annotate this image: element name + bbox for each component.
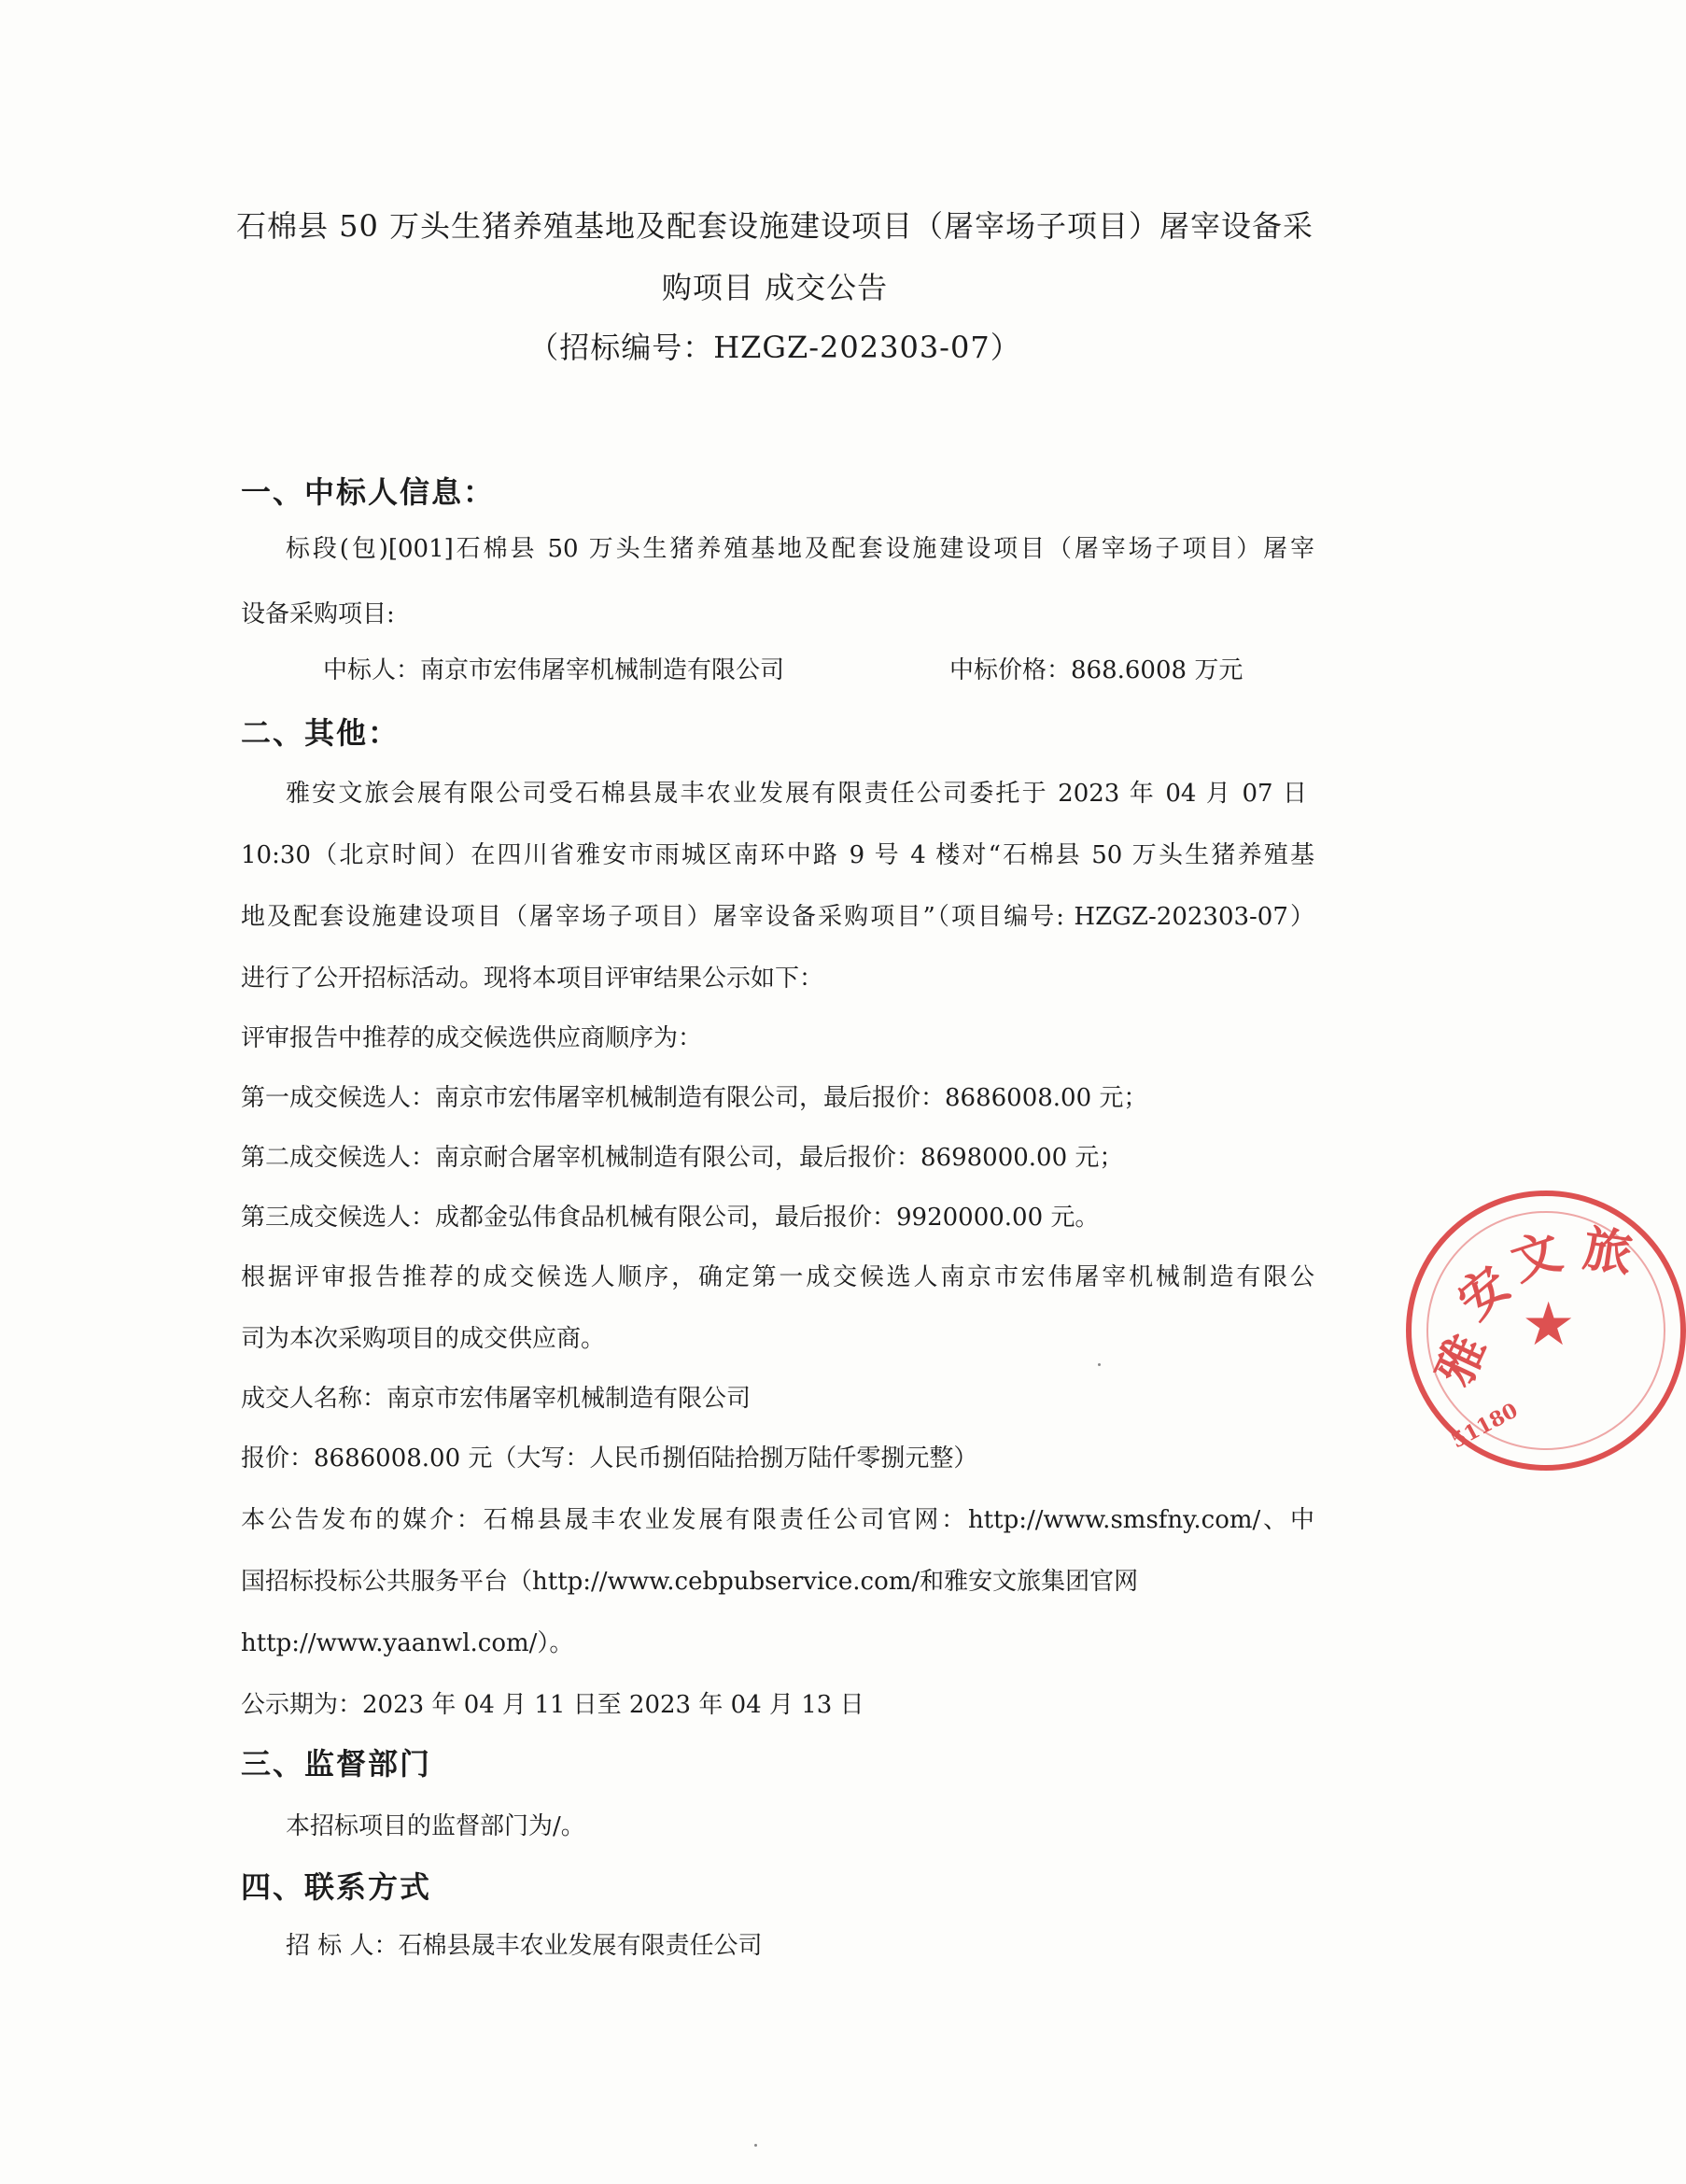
seal-character: 雅: [1425, 1326, 1498, 1395]
seal-character: 文: [1504, 1222, 1569, 1292]
lot-description-line-2: 设备采购项目:: [241, 600, 395, 628]
section-heading-supervision: 三、监督部门: [241, 1746, 432, 1782]
media-line-1: 本公告发布的媒介：石棉县晟丰农业发展有限责任公司官网：http://www.smsfny.com/、中: [241, 1506, 1314, 1534]
section-heading-contact: 四、联系方式: [241, 1869, 432, 1905]
scan-speck: [754, 2144, 757, 2147]
decision-line-2: 司为本次采购项目的成交供应商。: [241, 1325, 606, 1353]
scan-speck: [1098, 1363, 1101, 1366]
paragraph-line-3: 地及配套设施建设项目（屠宰场子项目）屠宰设备采购项目”（项目编号: HZGZ-202303-07）: [241, 903, 1314, 931]
media-line-2: 国招标投标公共服务平台（http://www.cebpubservice.com/和雅安文旅集团官网: [241, 1568, 1139, 1596]
lot-description-line-1: 标段(包)[001]石棉县 50 万头生猪养殖基地及配套设施建设项目（屠宰场子项目）屠宰: [286, 535, 1314, 563]
section-heading-other: 二、其他：: [241, 715, 400, 751]
candidate-order-intro: 评审报告中推荐的成交候选供应商顺序为：: [241, 1024, 703, 1052]
candidate-second: 第二成交候选人：南京耐合屠宰机械制造有限公司，最后报价：8698000.00 元；: [241, 1144, 1124, 1172]
paragraph-line-4: 进行了公开招标活动。现将本项目评审结果公示如下：: [241, 965, 824, 993]
official-seal-stamp: [1406, 1191, 1686, 1471]
seal-star-icon: ★: [1522, 1290, 1576, 1360]
awarded-company: 成交人名称：南京市宏伟屠宰机械制造有限公司: [241, 1385, 752, 1413]
section-heading-winner-info: 一、中标人信息：: [241, 474, 496, 510]
supervision-text: 本招标项目的监督部门为/。: [286, 1812, 585, 1840]
seal-character: 旅: [1580, 1219, 1637, 1284]
tenderer: 招 标 人：石棉县晟丰农业发展有限责任公司: [286, 1932, 763, 1960]
document-title-line-2: 购项目 成交公告: [661, 270, 889, 305]
awarded-quote: 报价：8686008.00 元（大写：人民币捌佰陆拾捌万陆仟零捌元整）: [241, 1444, 978, 1472]
candidate-first: 第一成交候选人：南京市宏伟屠宰机械制造有限公司，最后报价：8686008.00 元；: [241, 1084, 1148, 1112]
paragraph-line-2: 10:30（北京时间）在四川省雅安市雨城区南环中路 9 号 4 楼对“石棉县 50 万头生猪养殖基: [241, 841, 1314, 869]
paragraph-line-1: 雅安文旅会展有限公司受石棉县晟丰农业发展有限责任公司委托于 2023 年 04 月 07 日: [286, 780, 1307, 808]
publicity-period: 公示期为：2023 年 04 月 11 日至 2023 年 04 月 13 日: [241, 1691, 864, 1719]
candidate-third: 第三成交候选人：成都金弘伟食品机械有限公司，最后报价：9920000.00 元。: [241, 1204, 1100, 1232]
decision-line-1: 根据评审报告推荐的成交候选人顺序，确定第一成交候选人南京市宏伟屠宰机械制造有限公: [241, 1263, 1314, 1291]
document-title-line-1: 石棉县 50 万头生猪养殖基地及配套设施建设项目（屠宰场子项目）屠宰设备采: [235, 208, 1314, 244]
seal-character: 安: [1447, 1255, 1522, 1331]
media-line-3: http://www.yaanwl.com/）。: [241, 1629, 574, 1657]
winning-bidder: 中标人：南京市宏伟屠宰机械制造有限公司: [323, 656, 785, 684]
tender-number: （招标编号：HZGZ-202303-07）: [528, 330, 1021, 365]
winning-price: 中标价格：868.6008 万元: [949, 656, 1243, 684]
seal-code: 51180: [1447, 1398, 1523, 1454]
